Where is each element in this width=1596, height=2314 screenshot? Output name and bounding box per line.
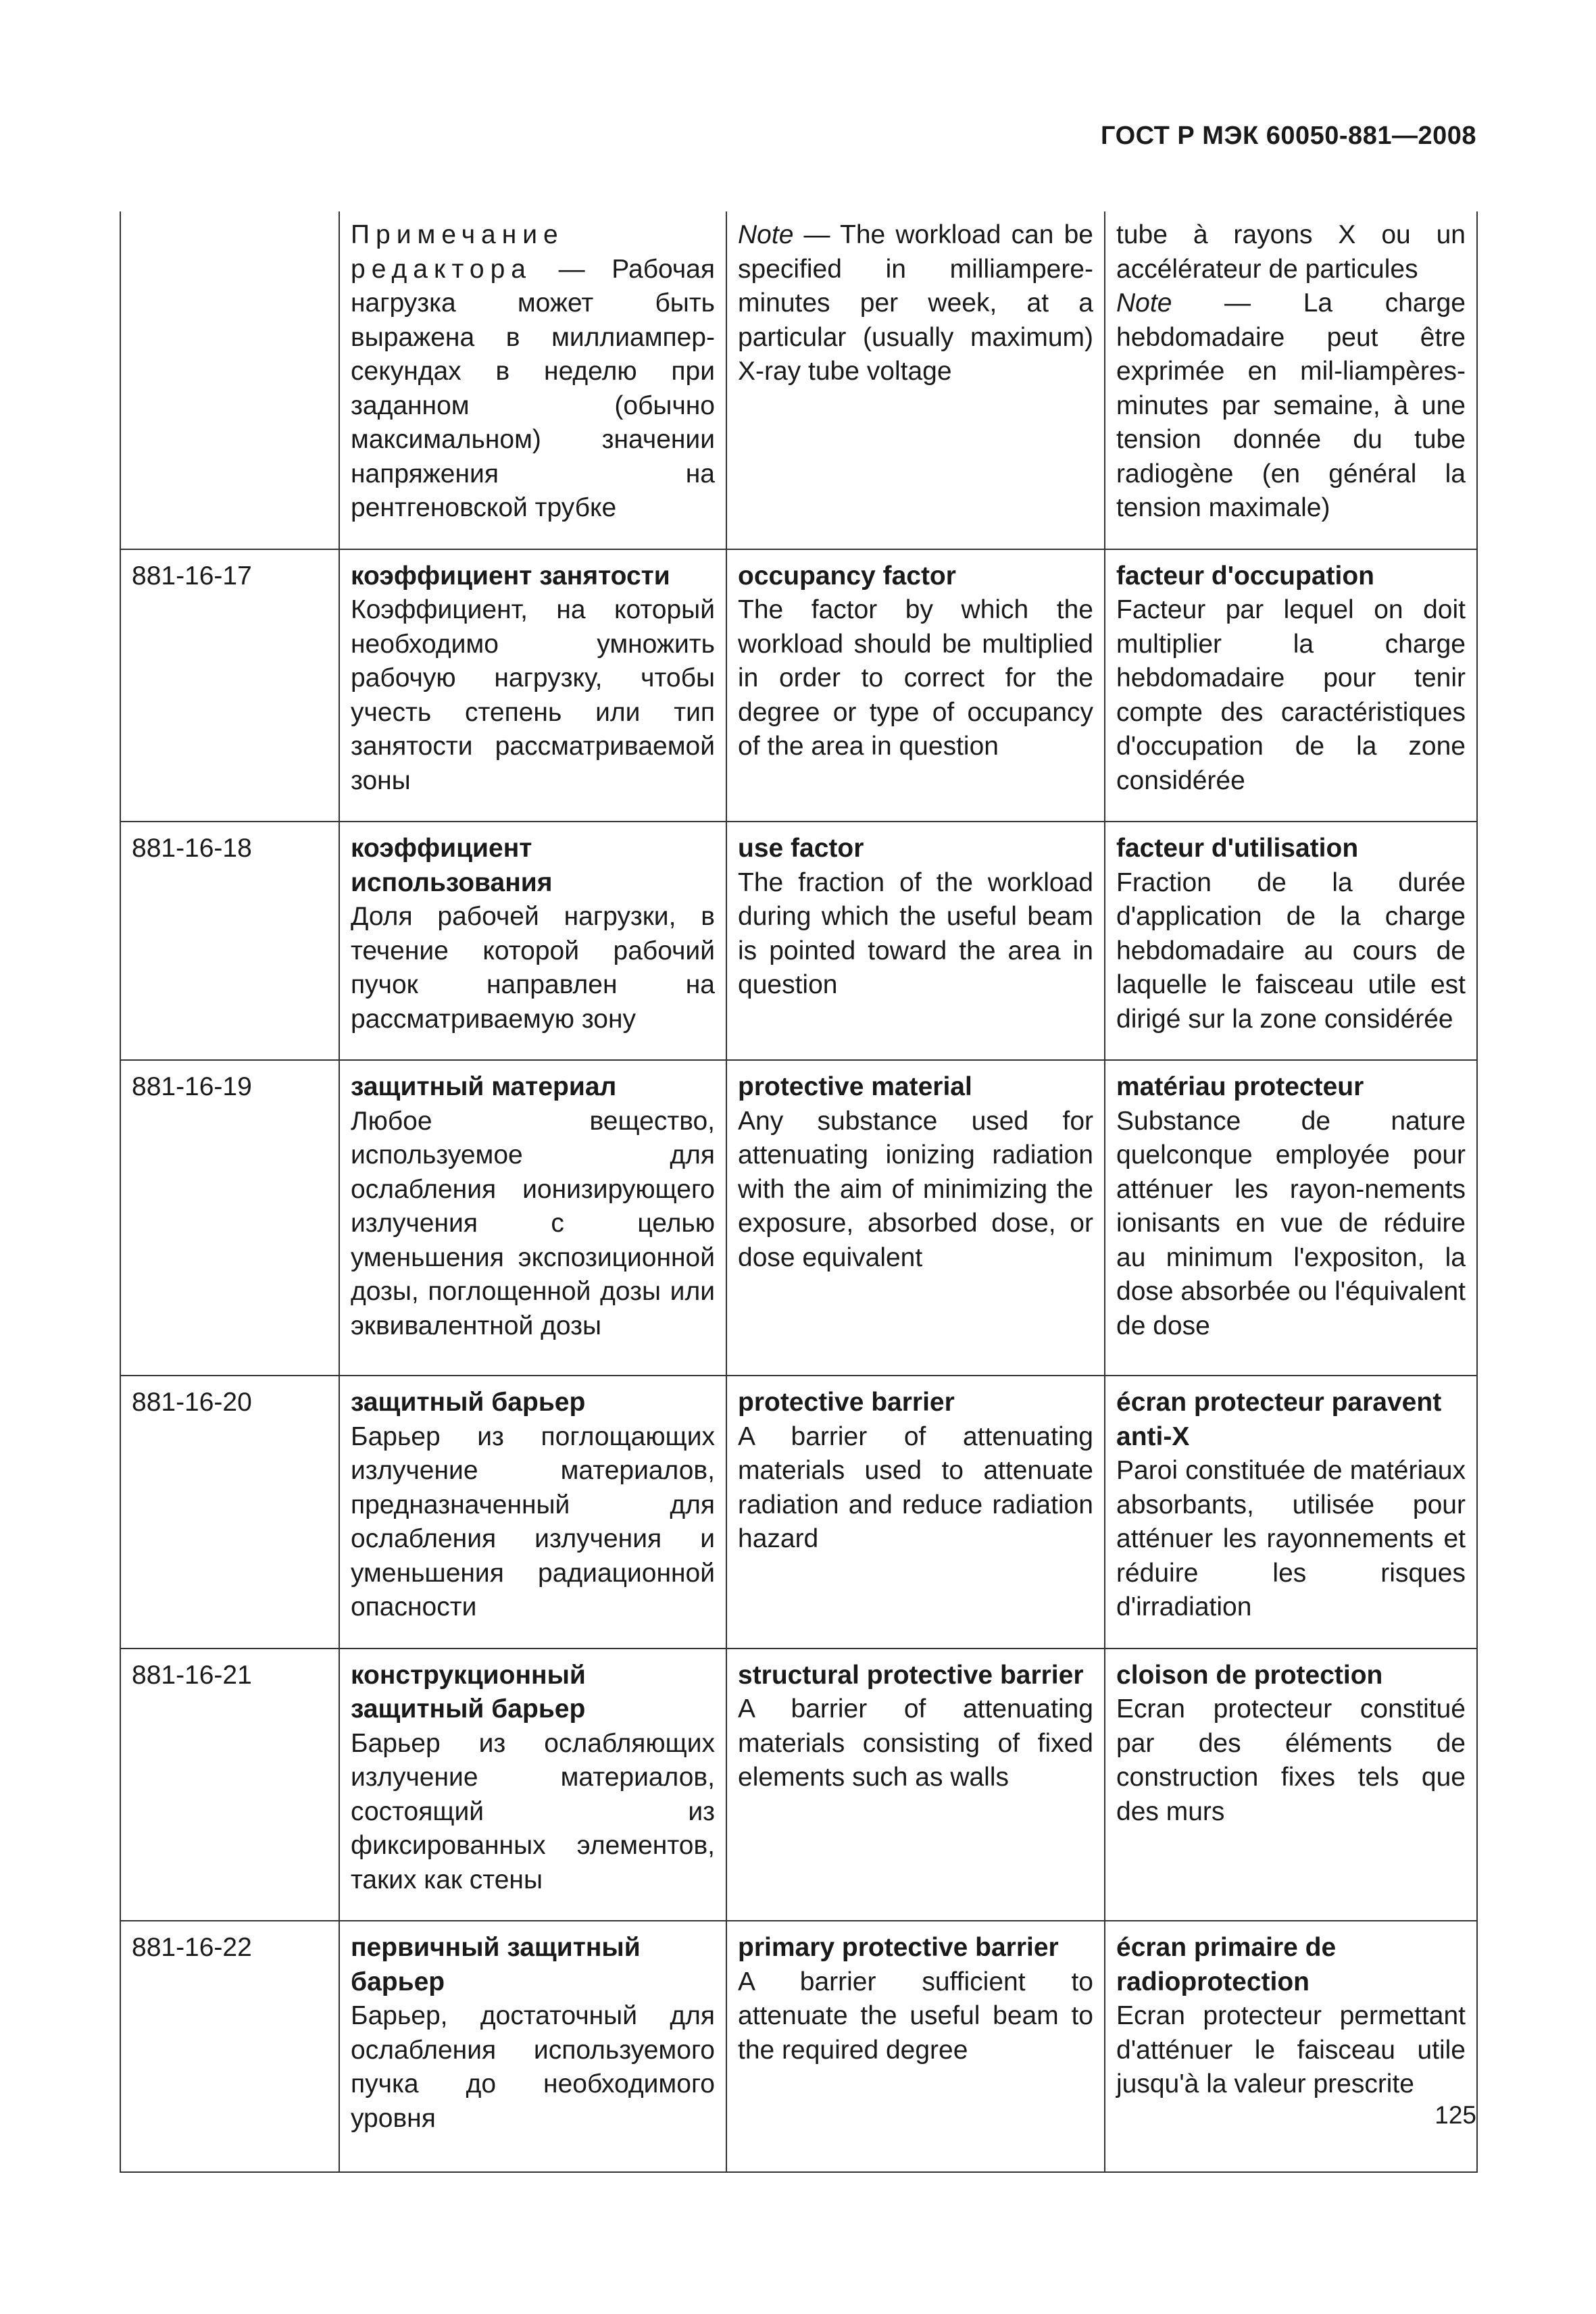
- term-number-cell: [120, 549, 339, 822]
- russian-term: защитный барьер: [351, 1388, 586, 1417]
- table-row: [120, 549, 1477, 822]
- english-note-label: Note: [738, 220, 794, 249]
- russian-term-cell: [339, 1060, 726, 1376]
- french-term-cell: [1105, 1060, 1477, 1376]
- russian-term: первичный защитный барьер: [351, 1933, 641, 1996]
- english-term: protective material: [738, 1072, 972, 1101]
- russian-term-cell: [339, 1921, 726, 2172]
- russian-note-text: — Рабочая нагрузка может быть выражена в миллиампер-секундах в неделю при заданном (обычно максимальном) значении напряжения на рентгеновской трубке: [351, 254, 715, 522]
- russian-definition: Барьер, достаточный для ослабления используемого пучка до необходимого уровня: [351, 2001, 715, 2133]
- russian-term: защитный материал: [351, 1072, 617, 1101]
- english-term: primary protective barrier: [738, 1933, 1059, 1962]
- russian-definition: Барьер из ослабляющих излучение материалов, состоящий из фиксированных элементов, таких как стены: [351, 1728, 715, 1894]
- french-definition: Facteur par lequel on doit multiplier la charge hebdomadaire pour tenir compte des caractéristiques d'occupation de la zone considérée: [1116, 595, 1466, 795]
- english-definition: The factor by which the workload should be multiplied in order to correct for the degree or type of occupancy of the area in question: [738, 595, 1093, 761]
- russian-note-label: Примечание редактора: [351, 220, 564, 284]
- russian-term-cell: [339, 549, 726, 822]
- french-term: facteur d'occupation: [1116, 561, 1374, 590]
- english-term-cell: [726, 822, 1105, 1060]
- english-term-cell: [726, 1060, 1105, 1376]
- term-number: 881-16-20: [132, 1388, 252, 1417]
- french-term: matériau protecteur: [1116, 1072, 1364, 1101]
- table-row: [120, 1376, 1477, 1649]
- term-number: 881-16-17: [132, 561, 252, 590]
- english-term-cell: [726, 549, 1105, 822]
- russian-term: коэффициент использования: [351, 834, 553, 897]
- english-term: use factor: [738, 834, 864, 863]
- english-term-cell: [726, 1649, 1105, 1921]
- french-term: écran protecteur paravent anti-X: [1116, 1388, 1442, 1451]
- term-number: 881-16-21: [132, 1660, 252, 1690]
- french-definition: Paroi constituée de matériaux absorbants, utilisée pour atténuer les rayonnements et réduire les risques d'irradiation: [1116, 1456, 1466, 1621]
- term-number-cell: [120, 1376, 339, 1649]
- french-note-cell: [1105, 211, 1477, 549]
- russian-term: конструкционный защитный барьер: [351, 1660, 586, 1724]
- english-definition: A barrier sufficient to attenuate the useful beam to the required degree: [738, 1967, 1093, 2065]
- french-definition: Substance de nature quelconque employée pour atténuer les rayon-nements ionisants en vue de réduire au minimum l'expositon, la dose absorbée ou l'équivalent de dose: [1116, 1106, 1466, 1340]
- page-number: 125: [1435, 2101, 1476, 2129]
- term-number-cell: [120, 1649, 339, 1921]
- term-number: 881-16-19: [132, 1072, 252, 1101]
- document-header: ГОСТ Р МЭК 60050-881—2008: [1101, 122, 1476, 150]
- term-number: 881-16-18: [132, 834, 252, 863]
- russian-definition: Доля рабочей нагрузки, в течение которой рабочий пучок направлен на рассматриваемую зону: [351, 902, 715, 1034]
- french-lead-text: tube à rayons X ou un accélérateur de particules: [1116, 220, 1466, 284]
- english-definition: A barrier of attenuating materials consisting of fixed elements such as walls: [738, 1694, 1093, 1792]
- english-term-cell: [726, 1921, 1105, 2172]
- russian-term-cell: [339, 822, 726, 1060]
- english-term: protective barrier: [738, 1388, 955, 1417]
- english-definition: A barrier of attenuating materials used to attenuate radiation and reduce radiation hazard: [738, 1422, 1093, 1553]
- table-row: [120, 822, 1477, 1060]
- table-row: [120, 1060, 1477, 1376]
- term-number-cell: [120, 1060, 339, 1376]
- english-term: occupancy factor: [738, 561, 956, 590]
- french-term: cloison de protection: [1116, 1660, 1383, 1690]
- table-row-continuation: [120, 211, 1477, 549]
- russian-term: коэффициент занятости: [351, 561, 670, 590]
- english-definition: The fraction of the workload during which the useful beam is pointed toward the area in question: [738, 867, 1093, 999]
- french-term-cell: [1105, 1921, 1477, 2172]
- table-row: [120, 1921, 1477, 2172]
- french-term-cell: [1105, 1649, 1477, 1921]
- russian-definition: Любое вещество, используемое для ослабления ионизирующего излучения с целью уменьшения экспозиционной дозы, поглощенной дозы или эквивалентной дозы: [351, 1106, 715, 1340]
- french-term: écran primaire de radioprotection: [1116, 1933, 1337, 1996]
- term-number-cell: [120, 822, 339, 1060]
- terminology-table: [120, 211, 1478, 2173]
- french-term-cell: [1105, 822, 1477, 1060]
- table-row: [120, 1649, 1477, 1921]
- french-definition: Ecran protecteur permettant d'atténuer le faisceau utile jusqu'à la valeur prescrite: [1116, 2001, 1466, 2098]
- russian-definition: Барьер из поглощающих излучение материалов, предназначенный для ослабления излучения и уменьшения радиационной опасности: [351, 1422, 715, 1621]
- french-definition: Fraction de la durée d'application de la charge hebdomadaire au cours de laquelle le faisceau utile est dirigé sur la zone considérée: [1116, 867, 1466, 1034]
- english-note-cell: [726, 211, 1105, 549]
- russian-definition: Коэффициент, на который необходимо умножить рабочую нагрузку, чтобы учесть степень или тип занятости рассматриваемой зоны: [351, 595, 715, 795]
- english-term-cell: [726, 1376, 1105, 1649]
- english-definition: Any substance used for attenuating ionizing radiation with the aim of minimizing the exposure, absorbed dose, or dose equivalent: [738, 1106, 1093, 1272]
- french-note-text: — La charge hebdomadaire peut être exprimée en mil-liampères-minutes par semaine, à une tension donnée du tube radiogène (en général la tension maximale): [1116, 288, 1466, 522]
- term-number-cell: [120, 211, 339, 549]
- term-number-cell: [120, 1921, 339, 2172]
- french-term-cell: [1105, 1376, 1477, 1649]
- english-note-text: — The workload can be specified in milliampere-minutes per week, at a particular (usually maximum) X-ray tube voltage: [738, 220, 1093, 386]
- french-definition: Ecran protecteur constitué par des éléments de construction fixes tels que des murs: [1116, 1694, 1466, 1826]
- french-note-label: Note: [1116, 288, 1172, 318]
- term-number: 881-16-22: [132, 1933, 252, 1962]
- french-term-cell: [1105, 549, 1477, 822]
- russian-note-cell: [339, 211, 726, 549]
- french-term: facteur d'utilisation: [1116, 834, 1359, 863]
- russian-term-cell: [339, 1376, 726, 1649]
- english-term: structural protective barrier: [738, 1660, 1084, 1690]
- russian-term-cell: [339, 1649, 726, 1921]
